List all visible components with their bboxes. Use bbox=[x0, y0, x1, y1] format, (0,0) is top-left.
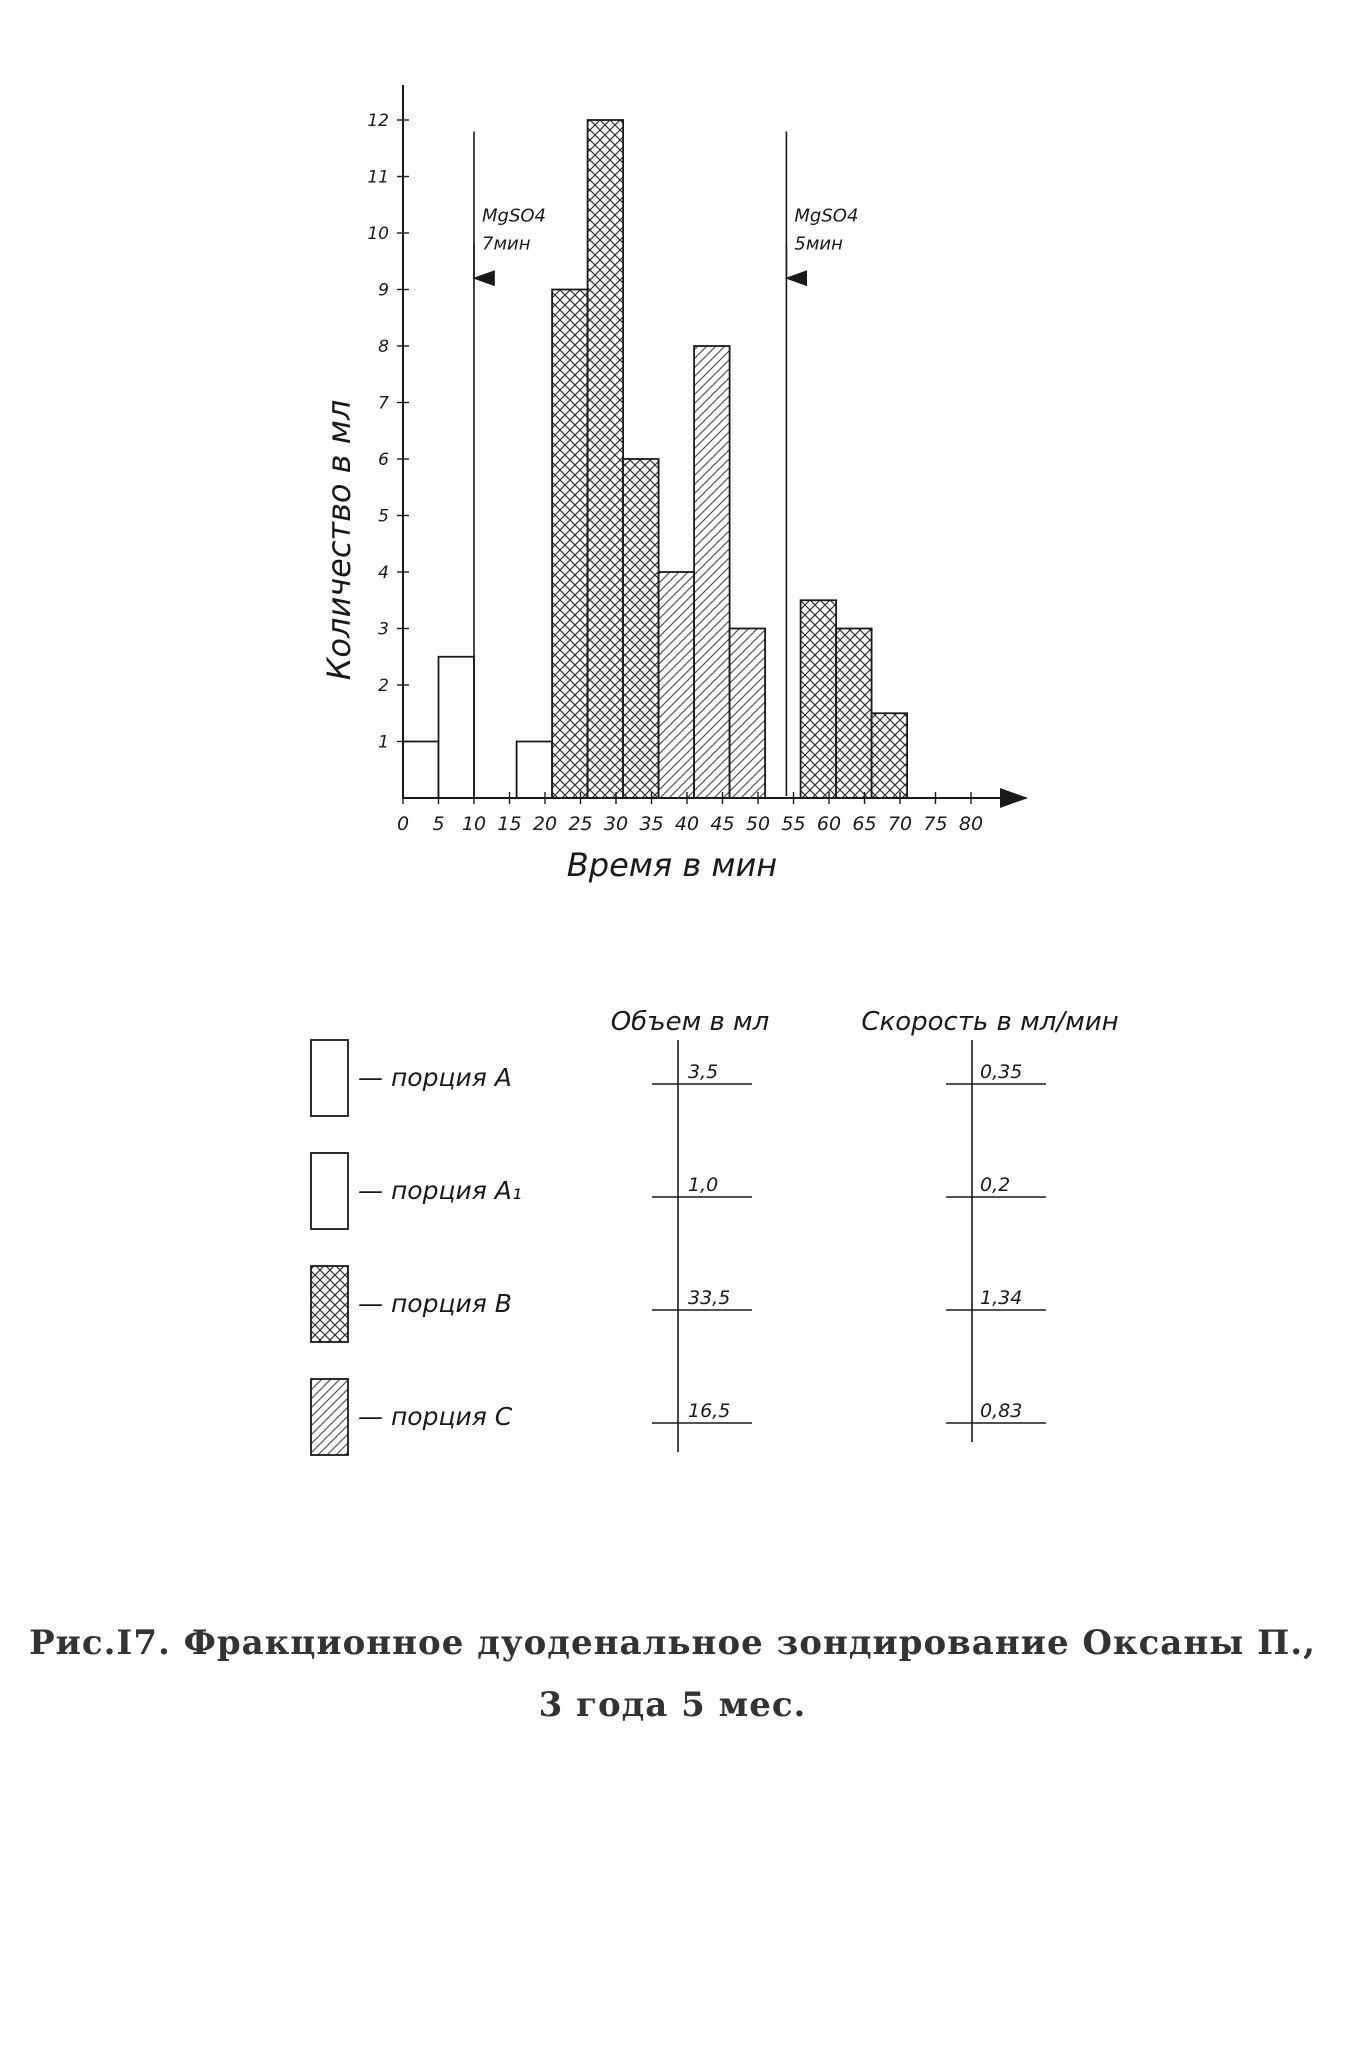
bar-1 bbox=[439, 657, 475, 798]
x-tick-label-7: 35 bbox=[639, 813, 664, 835]
legend-swatch-2 bbox=[311, 1266, 348, 1342]
bar-7 bbox=[694, 346, 730, 798]
x-tick-label-9: 45 bbox=[710, 813, 735, 835]
y-tick-label-5: 6 bbox=[378, 450, 389, 470]
x-tick-label-3: 15 bbox=[497, 813, 522, 835]
annotation-text-0-0: MgSO4 bbox=[482, 205, 547, 227]
y-tick-label-6: 7 bbox=[378, 393, 389, 414]
y-tick-label-7: 8 bbox=[378, 337, 389, 357]
bar-5 bbox=[623, 459, 659, 798]
bar-6 bbox=[659, 572, 695, 798]
volume-value-3: 16,5 bbox=[688, 1400, 731, 1422]
x-tick-label-0: 0 bbox=[396, 813, 410, 835]
y-axis-label: Количество в мл bbox=[320, 399, 358, 681]
x-tick-label-6: 30 bbox=[603, 813, 629, 835]
speed-header: Скорость в мл/мин bbox=[861, 1007, 1119, 1037]
x-tick-label-13: 65 bbox=[852, 813, 877, 835]
x-tick-label-1: 5 bbox=[432, 813, 445, 835]
x-tick-label-12: 60 bbox=[816, 813, 842, 835]
bar-0 bbox=[403, 742, 439, 799]
bar-10 bbox=[836, 629, 872, 799]
volume-value-1: 1,0 bbox=[688, 1174, 719, 1196]
x-tick-label-14: 70 bbox=[887, 813, 913, 835]
x-tick-label-11: 55 bbox=[781, 813, 806, 835]
volume-value-0: 3,5 bbox=[688, 1061, 719, 1083]
x-tick-label-5: 25 bbox=[568, 813, 593, 835]
annotation-text-1-1: 5мин bbox=[794, 233, 843, 255]
y-tick-label-4: 5 bbox=[378, 506, 389, 527]
legend-table bbox=[311, 1007, 1119, 1455]
annotation-text-0-1: 7мин bbox=[482, 233, 531, 255]
annotation-text-1-0: MgSO4 bbox=[794, 205, 859, 227]
x-tick-label-10: 50 bbox=[745, 813, 771, 835]
caption-line-2: 3 года 5 мес. bbox=[538, 1685, 807, 1725]
y-tick-label-8: 9 bbox=[378, 280, 389, 301]
speed-value-0: 0,35 bbox=[980, 1061, 1023, 1083]
x-tick-label-15: 75 bbox=[923, 813, 948, 835]
speed-value-3: 0,83 bbox=[980, 1400, 1023, 1422]
y-tick-label-2: 3 bbox=[378, 619, 389, 640]
legend-label-3: — порция С bbox=[358, 1402, 513, 1431]
figure-caption bbox=[0, 1612, 1345, 1736]
speed-value-2: 1,34 bbox=[980, 1287, 1023, 1309]
y-tick-label-9: 10 bbox=[367, 224, 389, 244]
bar-11 bbox=[872, 713, 908, 798]
y-tick-label-1: 2 bbox=[378, 676, 389, 696]
legend-swatch-0 bbox=[311, 1040, 348, 1116]
x-tick-label-2: 10 bbox=[461, 813, 487, 835]
legend-swatch-3 bbox=[311, 1379, 348, 1455]
y-tick-label-11: 12 bbox=[367, 111, 389, 131]
bar-8 bbox=[730, 629, 766, 799]
legend-label-1: — порция А₁ bbox=[358, 1176, 522, 1205]
histogram-chart bbox=[320, 85, 1026, 884]
legend-label-2: — порция В bbox=[358, 1289, 512, 1318]
x-axis-label: Время в мин bbox=[566, 846, 778, 884]
bar-3 bbox=[552, 290, 588, 799]
x-tick-label-4: 20 bbox=[532, 813, 558, 835]
caption-line-1: Рис.I7. Фракционное дуоденальное зондирование Оксаны П., bbox=[29, 1623, 1316, 1663]
bar-9 bbox=[801, 600, 837, 798]
y-tick-label-0: 1 bbox=[378, 732, 389, 753]
volume-value-2: 33,5 bbox=[688, 1287, 731, 1309]
volume-header: Объем в мл bbox=[610, 1007, 770, 1037]
bar-4 bbox=[588, 120, 624, 798]
legend-swatch-1 bbox=[311, 1153, 348, 1229]
y-tick-label-10: 11 bbox=[367, 167, 389, 188]
bar-2 bbox=[517, 742, 553, 799]
speed-value-1: 0,2 bbox=[980, 1174, 1011, 1196]
y-tick-label-3: 4 bbox=[378, 563, 389, 583]
x-tick-label-16: 80 bbox=[958, 813, 984, 835]
legend-label-0: — порция А bbox=[358, 1063, 512, 1092]
x-tick-label-8: 40 bbox=[674, 813, 700, 835]
